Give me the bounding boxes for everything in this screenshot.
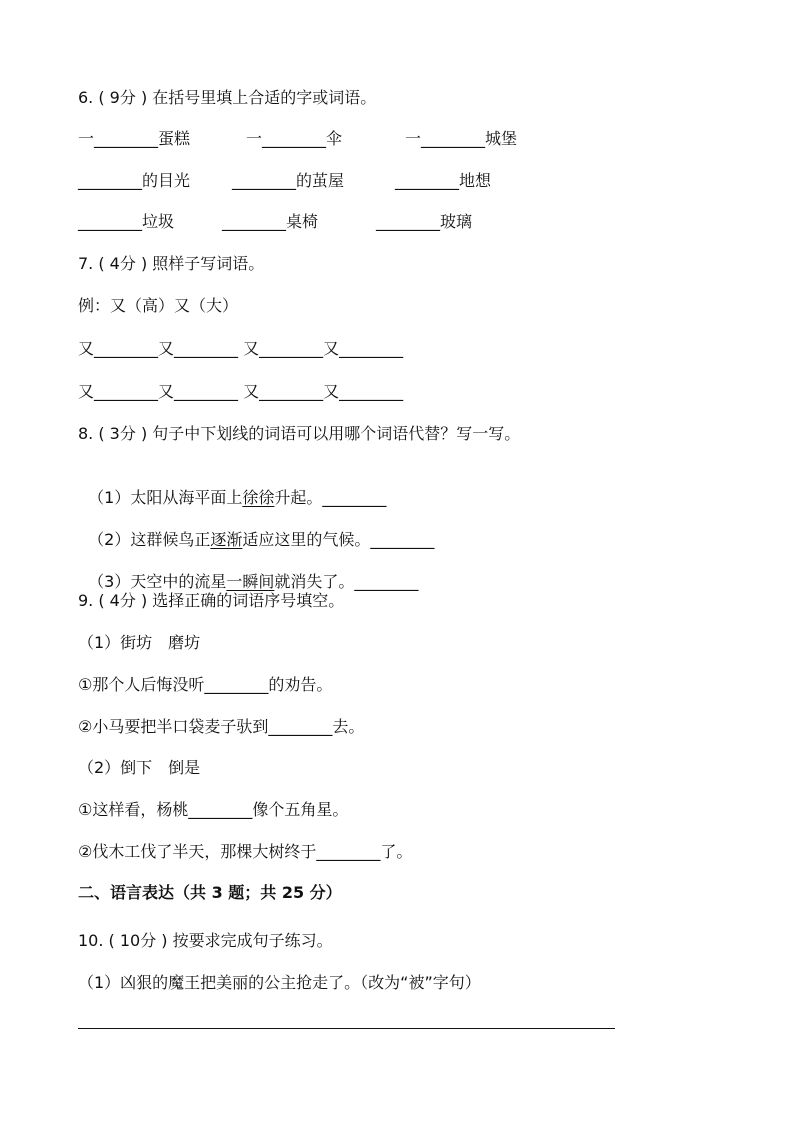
q7-row2[interactable]: 又________又________ 又________又________ bbox=[78, 382, 404, 401]
q6-row1-item3[interactable]: 一________城堡 bbox=[405, 129, 518, 148]
q6-row2-item2[interactable]: ________的茧屋 bbox=[232, 171, 345, 190]
q9-part1-label: （1）街坊 磨坊 bbox=[78, 633, 201, 652]
q6-row3-item2[interactable]: ________桌椅 bbox=[222, 212, 319, 231]
q7-title: 7. ( 4分 ) 照样子写词语。 bbox=[78, 254, 265, 273]
q9-title: 9. ( 4分 ) 选择正确的词语序号填空。 bbox=[78, 591, 345, 610]
q8-sentence1[interactable] bbox=[78, 465, 386, 509]
q7-example: 例：又（高）又（大） bbox=[78, 296, 239, 315]
q8-s1-post: 升起。________ bbox=[274, 488, 387, 507]
q10-title: 10. ( 10分 ) 按要求完成句子练习。 bbox=[78, 931, 333, 950]
q8-s1-pre: （1）太阳从海平面上 bbox=[88, 488, 243, 507]
q8-sentence3[interactable] bbox=[78, 549, 418, 593]
q8-s3-underlined: 一瞬间 bbox=[226, 572, 275, 591]
q10-answer-line[interactable] bbox=[78, 1028, 615, 1029]
q8-s2-pre: （2）这群候鸟正 bbox=[88, 530, 211, 549]
q9-part2-b[interactable]: ②伐木工伐了半天，那棵大树终于________了。 bbox=[78, 842, 413, 861]
q8-sentence2[interactable] bbox=[78, 507, 434, 551]
q6-row2-item1[interactable]: ________的目光 bbox=[78, 171, 191, 190]
q6-row3-item3[interactable]: ________玻璃 bbox=[376, 212, 473, 231]
q10-sentence1: （1）凶狠的魔王把美丽的公主抢走了。（改为“被”字句） bbox=[78, 973, 481, 992]
q7-row1[interactable]: 又________又________ 又________又________ bbox=[78, 339, 404, 358]
q6-row1-item1[interactable]: 一________蛋糕 bbox=[78, 129, 191, 148]
q8-title: 8. ( 3分 ) 句子中下划线的词语可以用哪个词语代替？写一写。 bbox=[78, 424, 521, 443]
q9-part1-a[interactable]: ①那个人后悔没听________的劝告。 bbox=[78, 675, 333, 694]
q6-title: 6. ( 9分 ) 在括号里填上合适的字或词语。 bbox=[78, 88, 377, 107]
q8-s1-underlined: 徐徐 bbox=[242, 488, 275, 507]
q9-part2-a[interactable]: ①这样看，杨桃________像个五角星。 bbox=[78, 800, 349, 819]
q8-s3-post: 就消失了。________ bbox=[274, 572, 419, 591]
section-heading: 二、语言表达（共 3 题；共 25 分） bbox=[78, 883, 342, 902]
q8-s2-post: 适应这里的气候。________ bbox=[242, 530, 435, 549]
q8-s2-underlined: 逐渐 bbox=[210, 530, 243, 549]
q6-row1-item2[interactable]: 一________伞 bbox=[246, 129, 343, 148]
q8-s3-pre: （3）天空中的流星 bbox=[88, 572, 227, 591]
q6-row2-item3[interactable]: ________地想 bbox=[395, 171, 492, 190]
q9-part1-b[interactable]: ②小马要把半口袋麦子驮到________去。 bbox=[78, 717, 365, 736]
q9-part2-label: （2）倒下 倒是 bbox=[78, 758, 201, 777]
q6-row3-item1[interactable]: ________垃圾 bbox=[78, 212, 175, 231]
